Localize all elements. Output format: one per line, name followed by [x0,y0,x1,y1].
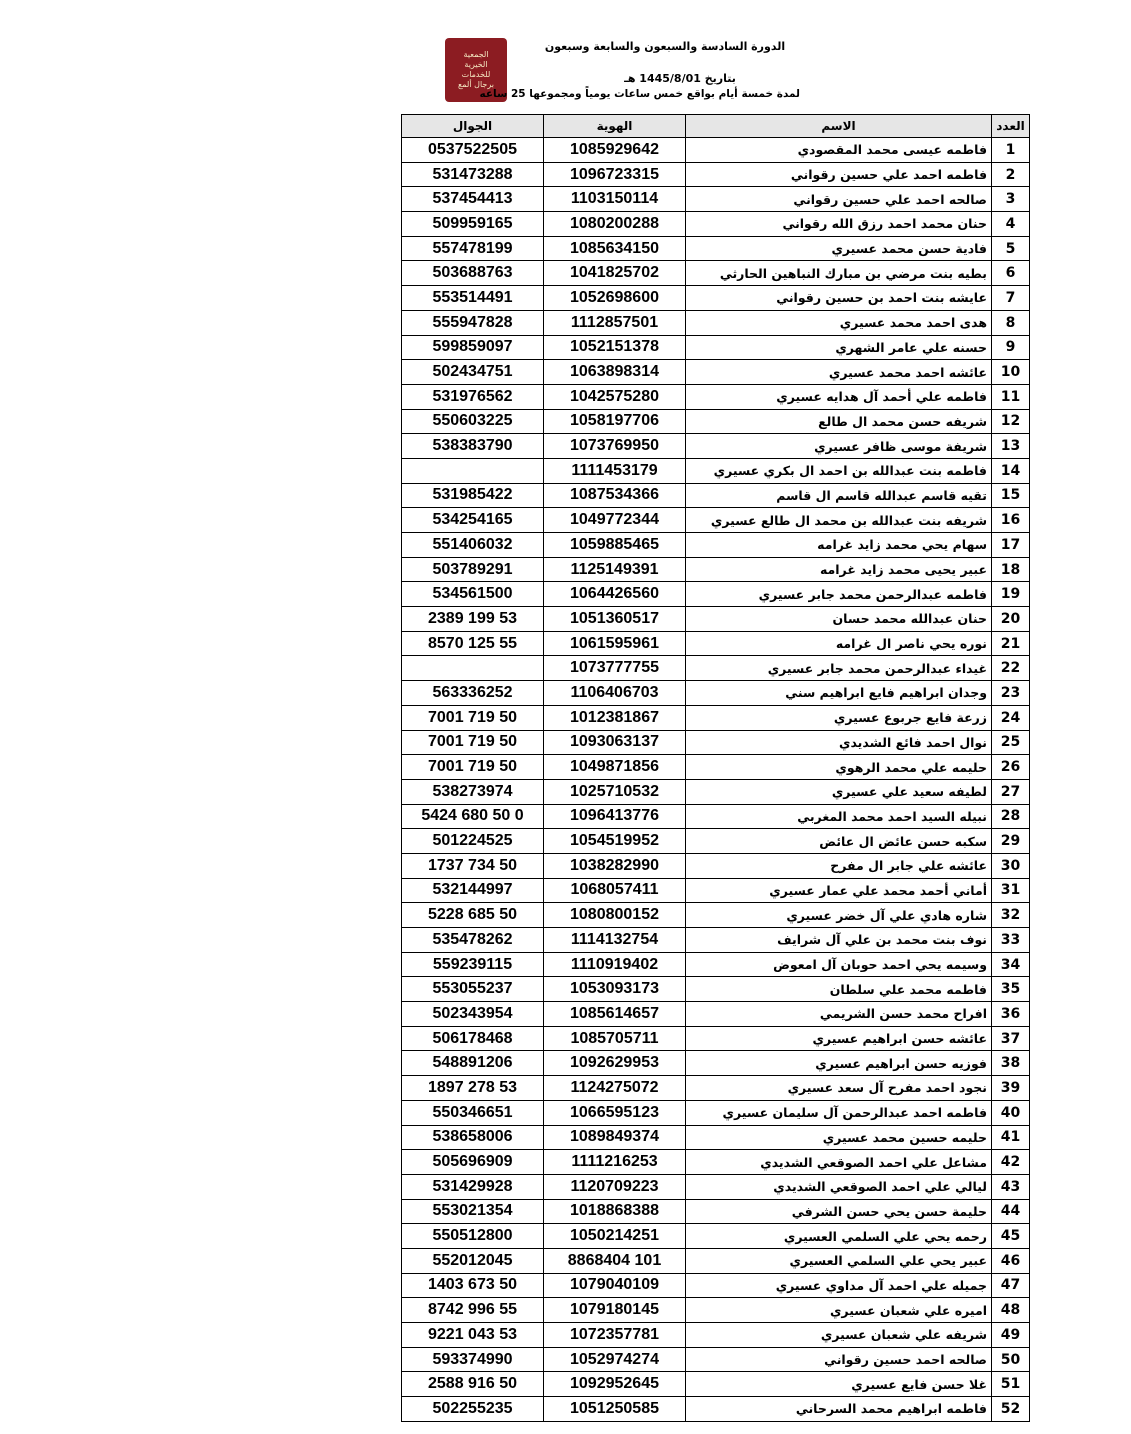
cell-id: 1052974274 [544,1347,686,1372]
cell-name: لطيفه سعيد علي عسيري [686,779,992,804]
cell-phone: 563336252 [402,681,544,706]
cell-name: حليمه علي محمد الرهوي [686,755,992,780]
cell-name: رحمه يحي علي السلمي العسيري [686,1224,992,1249]
cell-phone: 537454413 [402,187,544,212]
table-row [402,681,1030,706]
cell-name: عايشه بنت احمد بن حسين رقواني [686,286,992,311]
cell-phone: 559239115 [402,952,544,977]
cell-name: اميره علي شعبان عسيري [686,1298,992,1323]
cell-num: 9 [992,335,1030,360]
cell-num: 29 [992,829,1030,854]
cell-id: 1124275072 [544,1076,686,1101]
cell-id: 1012381867 [544,705,686,730]
cell-num: 23 [992,681,1030,706]
logo-line: الجمعية [463,50,489,59]
cell-phone: 534561500 [402,582,544,607]
cell-num: 34 [992,952,1030,977]
cell-num: 2 [992,162,1030,187]
cell-num: 21 [992,631,1030,656]
cell-phone: 50 673 1403 [402,1273,544,1298]
cell-phone: 531976562 [402,384,544,409]
table-row [402,730,1030,755]
cell-name: حنان محمد احمد رزق الله رقواني [686,212,992,237]
cell-name: حنان عبدالله محمد حسان [686,607,992,632]
cell-name: فاطمه عيسى محمد المقصودي [686,138,992,163]
cell-id: 1080800152 [544,903,686,928]
cell-phone: 531473288 [402,162,544,187]
cell-num: 22 [992,656,1030,681]
cell-phone: 50 685 5228 [402,903,544,928]
cell-phone: 501224525 [402,829,544,854]
table-row [402,310,1030,335]
cell-name: شريفه حسن محمد ال طالع [686,409,992,434]
table-row [402,483,1030,508]
cell-id: 1073777755 [544,656,686,681]
cell-name: شريفه علي شعبان عسيري [686,1323,992,1348]
cell-phone: 553055237 [402,977,544,1002]
cell-phone: 50 916 2588 [402,1372,544,1397]
table-row [402,360,1030,385]
cell-num: 43 [992,1174,1030,1199]
cell-id: 1085705711 [544,1026,686,1051]
cell-num: 7 [992,286,1030,311]
cell-name: زرعة فايع جربوع عسيري [686,705,992,730]
cell-id: 1042575280 [544,384,686,409]
table-row [402,261,1030,286]
table-row [402,977,1030,1002]
cell-id: 1052151378 [544,335,686,360]
cell-id: 1041825702 [544,261,686,286]
cell-phone: 53 278 1897 [402,1076,544,1101]
cell-phone: 531985422 [402,483,544,508]
cell-num: 10 [992,360,1030,385]
cell-num: 4 [992,212,1030,237]
cell-phone: 552012045 [402,1248,544,1273]
cell-num: 25 [992,730,1030,755]
cell-id: 1096413776 [544,804,686,829]
cell-id: 1085929642 [544,138,686,163]
cell-num: 49 [992,1323,1030,1348]
logo-line: الخيرية [464,60,488,69]
cell-phone: 553514491 [402,286,544,311]
cell-name: فاطمه احمد علي حسين رقواني [686,162,992,187]
cell-phone: 534254165 [402,508,544,533]
cell-num: 36 [992,1002,1030,1027]
table-row [402,582,1030,607]
cell-phone: 538273974 [402,779,544,804]
table-row [402,804,1030,829]
table-row [402,458,1030,483]
cell-id: 1064426560 [544,582,686,607]
column-header-num: العدد [992,115,1030,138]
cell-num: 30 [992,853,1030,878]
cell-num: 39 [992,1076,1030,1101]
cell-name: أماني أحمد محمد علي عمار عسيري [686,878,992,903]
cell-phone: 532144997 [402,878,544,903]
cell-phone: 50 719 7001 [402,730,544,755]
participants-table [401,114,1030,1422]
cell-phone: 55 996 8742 [402,1298,544,1323]
table-row [402,631,1030,656]
cell-id: 1080200288 [544,212,686,237]
course-title: الدورة السادسة والسبعون والسابعة وسبعون [544,40,786,53]
cell-id: 1052698600 [544,286,686,311]
cell-num: 5 [992,236,1030,261]
cell-id: 1085614657 [544,1002,686,1027]
table-row [402,952,1030,977]
cell-name: غيداء عبدالرحمن محمد جابر عسيري [686,656,992,681]
cell-id: 1079040109 [544,1273,686,1298]
cell-num: 27 [992,779,1030,804]
cell-id: 1061595961 [544,631,686,656]
table-row [402,162,1030,187]
cell-phone [402,656,544,681]
cell-phone: 50 734 1737 [402,853,544,878]
cell-id: 1093063137 [544,730,686,755]
cell-phone: 502434751 [402,360,544,385]
cell-name: وسيمه يحي احمد حوبان آل امعوض [686,952,992,977]
cell-num: 37 [992,1026,1030,1051]
cell-id: 1066595123 [544,1100,686,1125]
cell-num: 33 [992,928,1030,953]
column-header-phone: الجوال [402,115,544,138]
cell-phone: 551406032 [402,533,544,558]
logo-line: للخدمات [461,70,491,79]
table-row [402,1002,1030,1027]
cell-name: عبير يحي علي السلمي العسيري [686,1248,992,1273]
cell-num: 32 [992,903,1030,928]
table-row [402,779,1030,804]
cell-name: نجود احمد مفرح آل سعد عسيري [686,1076,992,1101]
cell-num: 18 [992,557,1030,582]
table-header-row [402,115,1030,138]
cell-name: افراح محمد حسن الشريمي [686,1002,992,1027]
cell-name: فاطمه ابراهيم محمد السرحاني [686,1397,992,1422]
cell-num: 8 [992,310,1030,335]
cell-num: 1 [992,138,1030,163]
table-row [402,1347,1030,1372]
cell-name: سهام يحي محمد زايد غرامه [686,533,992,558]
cell-id: 1058197706 [544,409,686,434]
cell-id: 1114132754 [544,928,686,953]
cell-phone: 53 043 9221 [402,1323,544,1348]
cell-phone: 538658006 [402,1125,544,1150]
cell-name: مشاعل علي احمد الصوقعي الشديدي [686,1150,992,1175]
table-row [402,434,1030,459]
cell-name: بطيه بنت مرضي بن مبارك النباهين الحارثي [686,261,992,286]
cell-id: 1059885465 [544,533,686,558]
cell-id: 1092629953 [544,1051,686,1076]
cell-name: شريفه بنت عبدالله بن محمد ال طالع عسيري [686,508,992,533]
cell-name: نوال احمد فائع الشديدي [686,730,992,755]
table-row [402,1224,1030,1249]
cell-phone: 50 719 7001 [402,705,544,730]
cell-num: 40 [992,1100,1030,1125]
cell-num: 51 [992,1372,1030,1397]
cell-num: 47 [992,1273,1030,1298]
cell-id: 1089849374 [544,1125,686,1150]
table-body [402,138,1030,1422]
cell-num: 19 [992,582,1030,607]
cell-name: سكبه حسن عائض ال عائض [686,829,992,854]
cell-name: شريفة موسى ظافر عسيري [686,434,992,459]
table-row [402,1372,1030,1397]
table-row [402,705,1030,730]
cell-num: 45 [992,1224,1030,1249]
cell-name: عائشه علي جابر ال مفرح [686,853,992,878]
column-header-name: الاسم [686,115,992,138]
table-row [402,533,1030,558]
table-row [402,1248,1030,1273]
table-row [402,409,1030,434]
table-row [402,1125,1030,1150]
cell-phone: 557478199 [402,236,544,261]
cell-phone: 0537522505 [402,138,544,163]
cell-phone: 550603225 [402,409,544,434]
cell-name: فاطمه بنت عبدالله بن احمد ال بكري عسيري [686,458,992,483]
cell-id: 1068057411 [544,878,686,903]
table-row [402,236,1030,261]
cell-id: 1050214251 [544,1224,686,1249]
cell-id: 1111453179 [544,458,686,483]
cell-name: فوزيه حسن ابراهيم عسيري [686,1051,992,1076]
cell-num: 14 [992,458,1030,483]
cell-phone: 593374990 [402,1347,544,1372]
cell-num: 11 [992,384,1030,409]
cell-phone: 503688763 [402,261,544,286]
cell-name: جميله علي احمد آل مداوي عسيري [686,1273,992,1298]
cell-name: وجدان ابراهيم فايع ابراهيم سني [686,681,992,706]
cell-phone: 531429928 [402,1174,544,1199]
cell-num: 46 [992,1248,1030,1273]
cell-num: 26 [992,755,1030,780]
table-row [402,878,1030,903]
table-row [402,903,1030,928]
cell-name: نبيله السيد احمد محمد المغربي [686,804,992,829]
table-row [402,1100,1030,1125]
cell-name: حليمه حسين محمد عسيري [686,1125,992,1150]
table-row [402,928,1030,953]
cell-num: 3 [992,187,1030,212]
cell-name: حسنه علي عامر الشهري [686,335,992,360]
cell-name: هدى احمد محمد عسيري [686,310,992,335]
cell-name: فاطمه محمد علي سلطان [686,977,992,1002]
table-row [402,557,1030,582]
table-row [402,138,1030,163]
table-row [402,1076,1030,1101]
cell-phone: 555947828 [402,310,544,335]
table-row [402,1298,1030,1323]
cell-phone: 538383790 [402,434,544,459]
table-row [402,508,1030,533]
cell-phone: 506178468 [402,1026,544,1051]
cell-num: 50 [992,1347,1030,1372]
logo-line: برجال ألمع [458,80,494,89]
table-row [402,1323,1030,1348]
column-header-id: الهوية [544,115,686,138]
cell-id: 1120709223 [544,1174,686,1199]
cell-num: 41 [992,1125,1030,1150]
cell-name: فاطمه علي أحمد آل هدايه عسيري [686,384,992,409]
cell-id: 1096723315 [544,162,686,187]
cell-id: 1073769950 [544,434,686,459]
cell-num: 17 [992,533,1030,558]
cell-id: 1049772344 [544,508,686,533]
cell-name: عائشه احمد محمد عسيري [686,360,992,385]
cell-id: 1018868388 [544,1199,686,1224]
cell-id: 1053093173 [544,977,686,1002]
document-header [0,0,1131,112]
table-row [402,1199,1030,1224]
cell-phone: 502255235 [402,1397,544,1422]
cell-num: 13 [992,434,1030,459]
cell-name: عبير يحيى محمد زايد غرامه [686,557,992,582]
cell-name: غلا حسن فايع عسيري [686,1372,992,1397]
course-date: بتاريخ 1445/8/01 هـ [624,72,736,85]
cell-id: 1072357781 [544,1323,686,1348]
cell-id: 1063898314 [544,360,686,385]
cell-name: فاطمه احمد عبدالرحمن آل سليمان عسيري [686,1100,992,1125]
cell-num: 38 [992,1051,1030,1076]
table-row [402,1150,1030,1175]
cell-num: 42 [992,1150,1030,1175]
cell-num: 31 [992,878,1030,903]
cell-num: 6 [992,261,1030,286]
cell-phone: 548891206 [402,1051,544,1076]
cell-phone: 505696909 [402,1150,544,1175]
cell-num: 28 [992,804,1030,829]
table-row [402,656,1030,681]
cell-phone: 599859097 [402,335,544,360]
cell-phone: 550346651 [402,1100,544,1125]
cell-name: صالحه احمد علي حسين رقواني [686,187,992,212]
cell-name: فادية حسن محمد عسيري [686,236,992,261]
cell-phone: 550512800 [402,1224,544,1249]
cell-id: 1085634150 [544,236,686,261]
cell-num: 24 [992,705,1030,730]
cell-id: 1038282990 [544,853,686,878]
cell-phone [402,458,544,483]
cell-id: 1051360517 [544,607,686,632]
cell-id: 1103150114 [544,187,686,212]
cell-name: عائشه حسن ابراهيم عسيري [686,1026,992,1051]
table-row [402,1051,1030,1076]
cell-id: 1092952645 [544,1372,686,1397]
cell-name: صالحه احمد حسين رقواني [686,1347,992,1372]
table-row [402,829,1030,854]
cell-id: 1112857501 [544,310,686,335]
cell-name: نوف بنت محمد بن علي آل شرايف [686,928,992,953]
cell-name: تقيه قاسم عبدالله قاسم ال قاسم [686,483,992,508]
cell-phone: 0 50 680 5424 [402,804,544,829]
cell-id: 1049871856 [544,755,686,780]
table-row [402,853,1030,878]
cell-num: 52 [992,1397,1030,1422]
cell-name: ليالي علي احمد الصوقعي الشديدي [686,1174,992,1199]
cell-phone: 553021354 [402,1199,544,1224]
table-row [402,1026,1030,1051]
table-row [402,755,1030,780]
cell-name: فاطمه عبدالرحمن محمد جابر عسيري [686,582,992,607]
table-row [402,187,1030,212]
cell-num: 15 [992,483,1030,508]
table-row [402,1273,1030,1298]
table-row [402,286,1030,311]
table-row [402,384,1030,409]
cell-id: 101 8868404 [544,1248,686,1273]
cell-num: 35 [992,977,1030,1002]
cell-phone: 509959165 [402,212,544,237]
cell-id: 1106406703 [544,681,686,706]
cell-phone: 503789291 [402,557,544,582]
table-row [402,1174,1030,1199]
cell-num: 44 [992,1199,1030,1224]
table-row [402,607,1030,632]
cell-id: 1110919402 [544,952,686,977]
cell-num: 16 [992,508,1030,533]
cell-name: حليمة حسن يحي حسن الشرفي [686,1199,992,1224]
cell-id: 1079180145 [544,1298,686,1323]
cell-num: 12 [992,409,1030,434]
cell-id: 1087534366 [544,483,686,508]
table-row [402,212,1030,237]
cell-id: 1051250585 [544,1397,686,1422]
course-duration: لمدة خمسة أيام بواقع خمس ساعات يومياً ومجموعها 25 ساعه [479,88,800,100]
cell-phone: 502343954 [402,1002,544,1027]
cell-name: شاره هادي علي آل خضر عسيري [686,903,992,928]
cell-phone: 535478262 [402,928,544,953]
cell-num: 20 [992,607,1030,632]
cell-id: 1054519952 [544,829,686,854]
cell-phone: 53 199 2389 [402,607,544,632]
cell-name: نوره يحي ناصر ال غرامه [686,631,992,656]
cell-phone: 50 719 7001 [402,755,544,780]
table-row [402,335,1030,360]
cell-id: 1025710532 [544,779,686,804]
cell-id: 1111216253 [544,1150,686,1175]
cell-id: 1125149391 [544,557,686,582]
cell-num: 48 [992,1298,1030,1323]
table-row [402,1397,1030,1422]
cell-phone: 55 125 8570 [402,631,544,656]
